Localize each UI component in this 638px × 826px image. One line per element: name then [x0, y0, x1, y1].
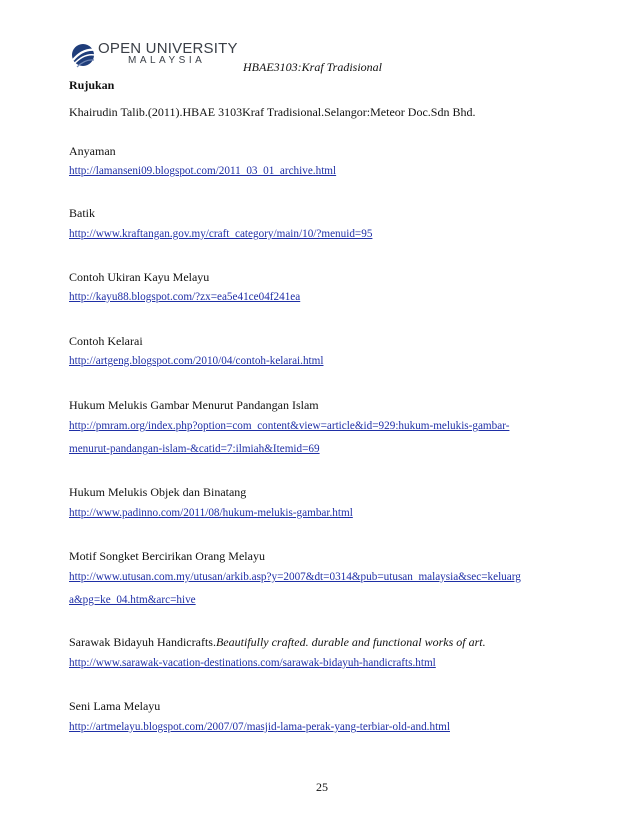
entry-link-batik[interactable]: http://www.kraftangan.gov.my/craft_category/main/10/?menuid=95: [69, 228, 373, 240]
entry-link-sarawak[interactable]: http://www.sarawak-vacation-destinations.com/sarawak-bidayuh-handicrafts.html: [69, 657, 436, 669]
logo-text-malaysia: MALAYSIA: [128, 55, 206, 66]
entry-title-batik: Batik: [69, 206, 95, 220]
entry-title-motif-songket: Motif Songket Bercirikan Orang Melayu: [69, 549, 265, 563]
entry-title-seni-lama: Seni Lama Melayu: [69, 699, 161, 713]
entry-link-kelarai[interactable]: http://artgeng.blogspot.com/2010/04/contoh-kelarai.html: [69, 355, 324, 367]
entry-link-hukum-objek[interactable]: http://www.padinno.com/2011/08/hukum-melukis-gambar.html: [69, 507, 353, 519]
entry-title-hukum-gambar: Hukum Melukis Gambar Menurut Pandangan Islam: [69, 398, 319, 412]
references-heading: Rujukan: [69, 78, 115, 92]
entry-link-anyaman[interactable]: http://lamanseni09.blogspot.com/2011_03_01_archive.html: [69, 165, 337, 177]
entry-link-hukum-gambar[interactable]: http://pmram.org/index.php?option=com_content&view=article&id=929:hukum-melukis-gambar-: [69, 420, 510, 432]
course-header: HBAE3103:Kraf Tradisional: [243, 60, 383, 74]
entry-title-sarawak-subtitle: Beautifully crafted. durable and functional works of art.: [215, 635, 486, 649]
entry-link-ukiran-kayu[interactable]: http://kayu88.blogspot.com/?zx=ea5e41ce04f241ea: [69, 291, 301, 303]
entry-title-kelarai: Contoh Kelarai: [69, 334, 143, 348]
entry-title-hukum-objek: Hukum Melukis Objek dan Binatang: [69, 485, 247, 499]
entry-link-motif-songket-cont[interactable]: a&pg=ke_04.htm&arc=hive: [69, 594, 196, 606]
entry-title-sarawak-main: Sarawak Bidayuh Handicrafts.: [69, 635, 216, 649]
entry-link-motif-songket[interactable]: http://www.utusan.com.my/utusan/arkib.asp?y=2007&dt=0314&pub=utusan_malaysia&sec=keluarg: [69, 571, 521, 583]
entry-title-sarawak: [69, 635, 486, 650]
entry-title-ukiran-kayu: Contoh Ukiran Kayu Melayu: [69, 270, 210, 284]
logo-text-open-university: OPEN UNIVERSITY: [98, 40, 238, 57]
entry-link-seni-lama[interactable]: http://artmelayu.blogspot.com/2007/07/masjid-lama-perak-yang-terbiar-old-and.html: [69, 721, 450, 733]
book-reference: Khairudin Talib.(2011).HBAE 3103Kraf Tradisional.Selangor:Meteor Doc.Sdn Bhd.: [69, 105, 476, 119]
entry-title-anyaman: Anyaman: [69, 144, 116, 158]
entry-link-hukum-gambar-cont[interactable]: menurut-pandangan-islam-&catid=7:ilmiah&Itemid=69: [69, 443, 320, 455]
page-number: 25: [316, 780, 328, 794]
